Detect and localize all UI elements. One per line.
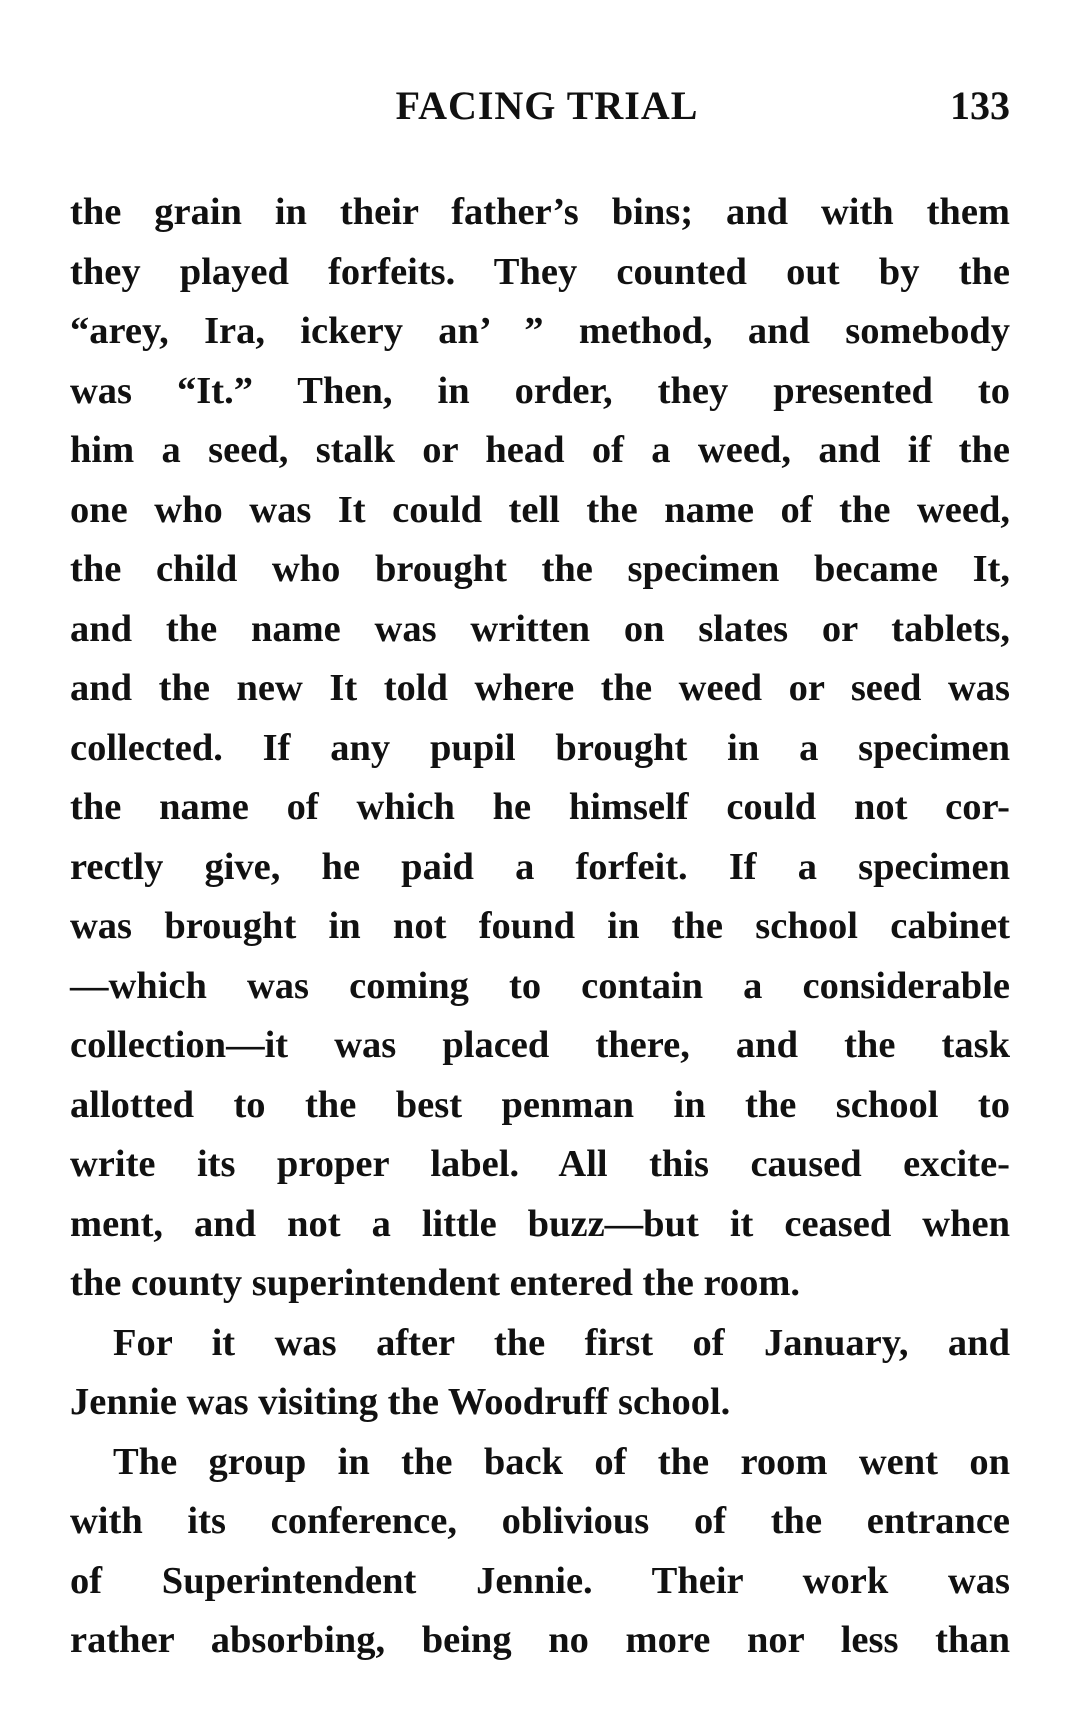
paragraph	[70, 1314, 1010, 1433]
text-line: For it was after the first of January, and	[113, 1321, 1010, 1364]
text-line: the grain in their father’s bins; and with them	[70, 191, 1010, 233]
text-line: allotted to the best penman in the school to	[70, 1083, 1010, 1126]
paragraph	[70, 1433, 1010, 1671]
body-text	[70, 183, 1010, 1671]
text-line: the name of which he himself could not cor-	[70, 786, 1010, 828]
text-line: and the new It told where the weed or seed was	[70, 667, 1010, 709]
paragraph	[70, 183, 1010, 1314]
text-line: the child who brought the specimen became It,	[70, 548, 1010, 590]
text-line: was brought in not found in the school cabinet	[70, 905, 1010, 947]
text-line: one who was It could tell the name of the weed,	[70, 488, 1010, 531]
text-line: the county superintendent entered the room.	[70, 1262, 801, 1304]
text-line: The group in the back of the room went on	[113, 1440, 1010, 1483]
page-number: 133	[950, 83, 1010, 128]
page-header	[70, 82, 1010, 132]
text-line: with its conference, oblivious of the entrance	[70, 1500, 1010, 1542]
text-line: of Superintendent Jennie. Their work was	[70, 1559, 1010, 1602]
text-line: they played forfeits. They counted out by the	[70, 250, 1010, 293]
text-line: him a seed, stalk or head of a weed, and if the	[70, 429, 1010, 471]
text-line: was “It.” Then, in order, they presented to	[70, 369, 1010, 412]
text-line: ment, and not a little buzz—but it ceased when	[70, 1202, 1010, 1245]
text-line: rectly give, he paid a forfeit. If a specimen	[70, 845, 1010, 888]
text-line: write its proper label. All this caused excite-	[70, 1143, 1010, 1185]
text-line: Jennie was visiting the Woodruff school.	[70, 1381, 731, 1423]
text-line: collection—it was placed there, and the task	[70, 1024, 1010, 1066]
text-line: “arey, Ira, ickery an’ ” method, and somebody	[70, 310, 1010, 352]
text-line: and the name was written on slates or tablets,	[70, 607, 1010, 650]
running-head: FACING TRIAL	[395, 83, 699, 128]
text-line: rather absorbing, being no more nor less than	[70, 1619, 1010, 1661]
text-line: collected. If any pupil brought in a specimen	[70, 726, 1010, 769]
text-line: —which was coming to contain a considerable	[70, 964, 1010, 1007]
